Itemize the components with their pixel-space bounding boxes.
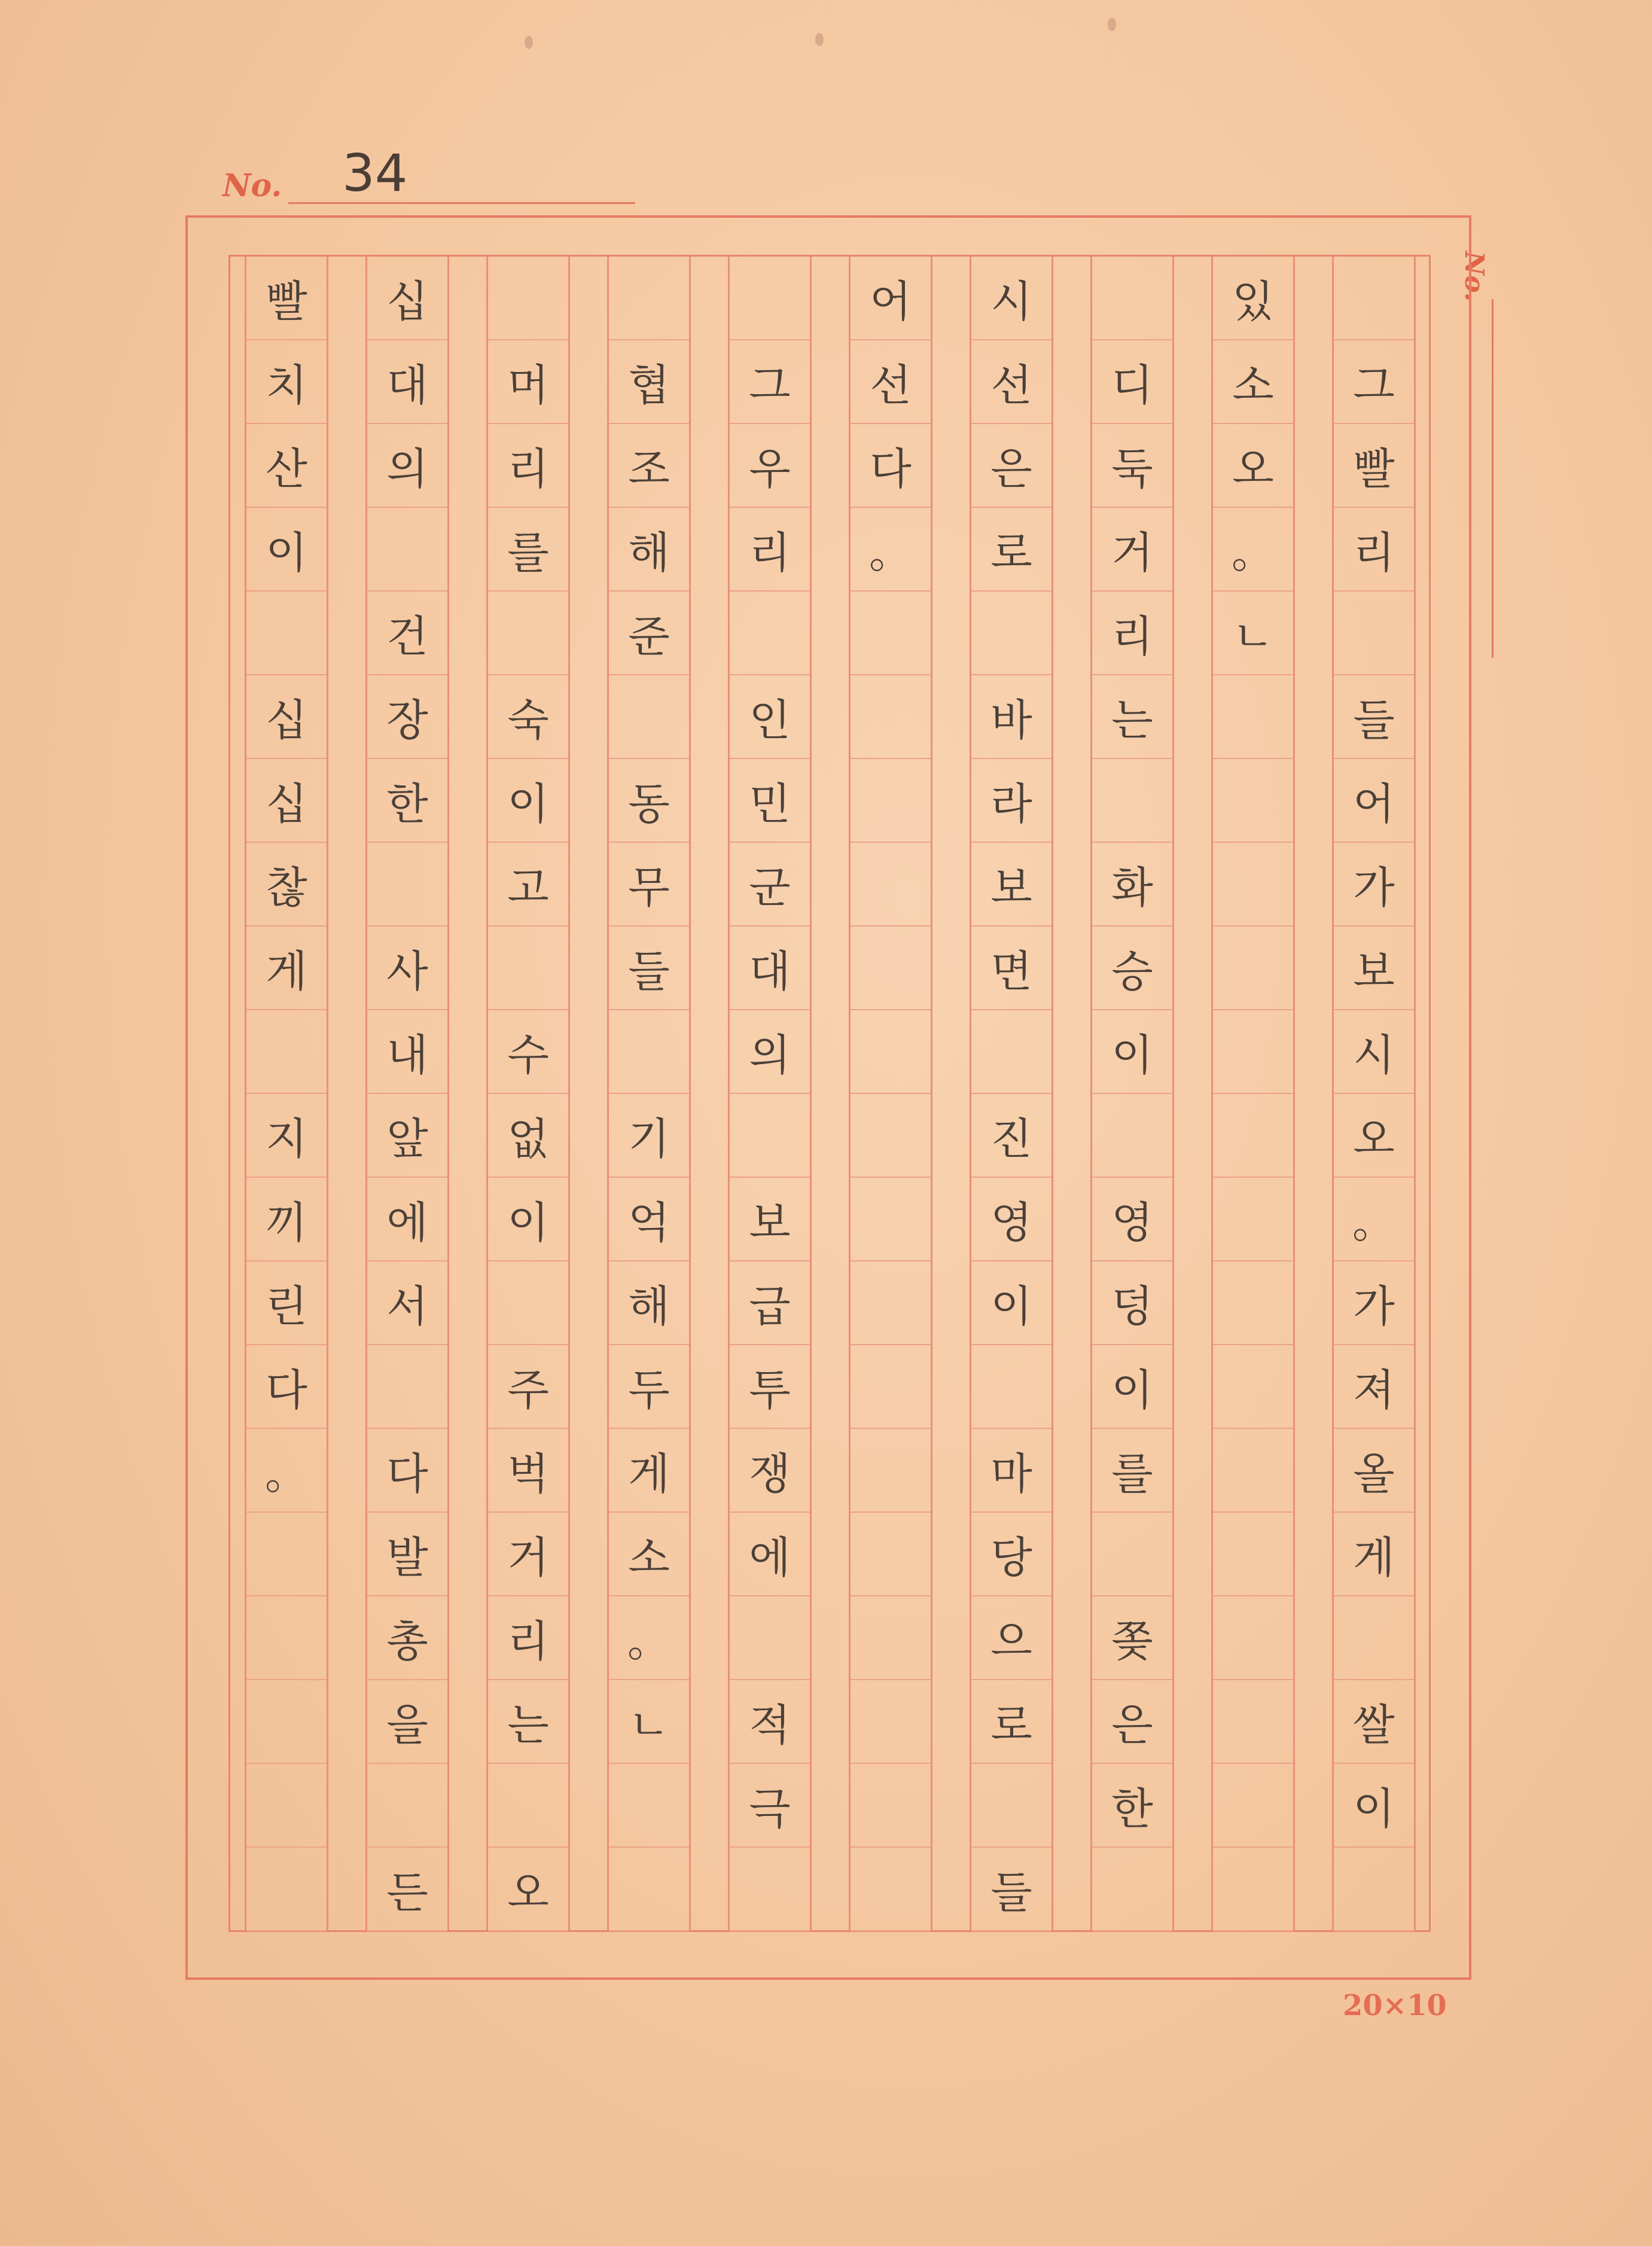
grid-cell (609, 257, 689, 340)
grid-cell: 는 (1092, 675, 1172, 759)
grid-column (849, 257, 932, 1930)
grid-cell (971, 1345, 1051, 1429)
grid-cell (609, 1848, 689, 1931)
grid-cell: 소 (1213, 340, 1293, 424)
grid-cell: 건 (367, 592, 447, 675)
grid-cell (488, 257, 568, 340)
grid-cell (851, 1764, 931, 1848)
grid-cell: 군 (730, 843, 810, 927)
grid-cell: 빨 (1334, 424, 1414, 508)
grid-cell: 보 (730, 1178, 810, 1261)
grid-cell (730, 1094, 810, 1178)
grid-cell: 가 (1334, 843, 1414, 927)
grid-cell (851, 1513, 931, 1596)
pin-mark (525, 36, 533, 49)
grid-cell: 이 (971, 1261, 1051, 1345)
grid-cell: ㄴ (1213, 592, 1293, 675)
grid-cell (1334, 257, 1414, 340)
grid-cell (1213, 1429, 1293, 1513)
grid-cell: 이 (1334, 1764, 1414, 1848)
grid-cell: 거 (488, 1513, 568, 1596)
grid-cell (488, 1261, 568, 1345)
grid-cell (851, 1429, 931, 1513)
grid-cell (246, 1680, 327, 1764)
grid-cell: 다 (367, 1429, 447, 1513)
grid-cell: 가 (1334, 1261, 1414, 1345)
grid-cell (1213, 1345, 1293, 1429)
grid-cell: 시 (971, 257, 1051, 340)
grid-cell: 를 (488, 508, 568, 592)
grid-cell (971, 1764, 1051, 1848)
grid-cell: 그 (1334, 340, 1414, 424)
grid-cell: 는 (488, 1680, 568, 1764)
grid-cell: 사 (367, 927, 447, 1010)
grid-cell: 시 (1334, 1010, 1414, 1094)
grid-cell: 보 (971, 843, 1051, 927)
grid-cell (851, 675, 931, 759)
grid-cell: 끼 (246, 1178, 327, 1261)
page-number-underline (288, 202, 635, 204)
grid-cell (609, 1010, 689, 1094)
grid-cell: 둑 (1092, 424, 1172, 508)
grid-cell (246, 1010, 327, 1094)
grid-cell: 라 (971, 759, 1051, 843)
grid-cell (730, 1848, 810, 1931)
grid-cell: 들 (1334, 675, 1414, 759)
grid-cell (851, 843, 931, 927)
grid-cell: 。 (1334, 1178, 1414, 1261)
grid-cell (851, 759, 931, 843)
grid-cell: 든 (367, 1848, 447, 1931)
side-number-field (1459, 227, 1531, 437)
grid-cell (1092, 759, 1172, 843)
grid-cell: 두 (609, 1345, 689, 1429)
grid-cell: 준 (609, 592, 689, 675)
grid-cell: 은 (1092, 1680, 1172, 1764)
grid-cell: 로 (971, 508, 1051, 592)
grid-cell (851, 1261, 931, 1345)
grid-cell (1334, 592, 1414, 675)
grid-cell (488, 927, 568, 1010)
grid-cell: 빨 (246, 257, 327, 340)
grid-cell: 져 (1334, 1345, 1414, 1429)
grid-cell: 총 (367, 1596, 447, 1680)
grid-cell (1213, 1680, 1293, 1764)
grid-cell: 게 (609, 1429, 689, 1513)
grid-cell (1213, 1513, 1293, 1596)
grid-cell: ㄴ (609, 1680, 689, 1764)
grid-cell (851, 1345, 931, 1429)
grid-cell: 을 (367, 1680, 447, 1764)
grid-cell: 숙 (488, 675, 568, 759)
grid-column (607, 257, 691, 1930)
grid-cell: 올 (1334, 1429, 1414, 1513)
grid-cell (1092, 1094, 1172, 1178)
grid-cell: 이 (488, 1178, 568, 1261)
grid-cell: 발 (367, 1513, 447, 1596)
manuscript-sheet (185, 215, 1471, 1980)
grid-cell (609, 675, 689, 759)
grid-cell: 바 (971, 675, 1051, 759)
grid-cell (246, 1596, 327, 1680)
grid-cell: 주 (488, 1345, 568, 1429)
grid-cell (851, 592, 931, 675)
grid-cell: 리 (488, 1596, 568, 1680)
grid-cell: 디 (1092, 340, 1172, 424)
grid-cell (730, 592, 810, 675)
grid-cell: 우 (730, 424, 810, 508)
grid-cell (488, 1764, 568, 1848)
grid-cell: 덩 (1092, 1261, 1172, 1345)
grid-column (1211, 257, 1295, 1930)
grid-cell: 。 (1213, 508, 1293, 592)
pin-mark (815, 33, 824, 46)
pin-mark (1108, 18, 1116, 31)
grid-cell (730, 257, 810, 340)
grid-cell: 협 (609, 340, 689, 424)
grid-cell: 이 (1092, 1010, 1172, 1094)
grid-cell: 기 (609, 1094, 689, 1178)
grid-cell: 지 (246, 1094, 327, 1178)
grid-cell (1213, 1010, 1293, 1094)
grid-cell: 해 (609, 508, 689, 592)
manuscript-grid (230, 257, 1429, 1930)
grid-cell: 억 (609, 1178, 689, 1261)
grid-cell: 벅 (488, 1429, 568, 1513)
grid-cell: 오 (1334, 1094, 1414, 1178)
grid-cell: 적 (730, 1680, 810, 1764)
grid-column (728, 257, 812, 1930)
grid-cell (1213, 1764, 1293, 1848)
grid-cell: 투 (730, 1345, 810, 1429)
grid-cell (367, 1764, 447, 1848)
grid-cell (1213, 1178, 1293, 1261)
grid-cell: 없 (488, 1094, 568, 1178)
grid-cell: 급 (730, 1261, 810, 1345)
grid-cell (1092, 257, 1172, 340)
grid-cell: 리 (488, 424, 568, 508)
grid-cell: 에 (367, 1178, 447, 1261)
grid-cell (246, 1848, 327, 1931)
grid-cell: 극 (730, 1764, 810, 1848)
grid-cell: 。 (246, 1429, 327, 1513)
grid-cell: 게 (246, 927, 327, 1010)
manuscript-grid-frame (228, 255, 1431, 1932)
page-number-label: No. (222, 167, 282, 204)
grid-cell: 한 (1092, 1764, 1172, 1848)
grid-cell: 있 (1213, 257, 1293, 340)
grid-cell: 소 (609, 1513, 689, 1596)
grid-cell: 선 (971, 340, 1051, 424)
grid-cell (730, 1596, 810, 1680)
grid-column (1090, 257, 1174, 1930)
grid-cell: 십 (246, 675, 327, 759)
grid-cell: 십 (367, 257, 447, 340)
grid-cell (1213, 843, 1293, 927)
grid-cell (1213, 1261, 1293, 1345)
grid-cell: 의 (730, 1010, 810, 1094)
grid-cell: 들 (609, 927, 689, 1010)
grid-cell: 오 (488, 1848, 568, 1931)
grid-cell: 오 (1213, 424, 1293, 508)
grid-cell: 거 (1092, 508, 1172, 592)
grid-cell: 조 (609, 424, 689, 508)
grid-cell (246, 1513, 327, 1596)
grid-cell: 쌀 (1334, 1680, 1414, 1764)
grid-cell: 진 (971, 1094, 1051, 1178)
grid-cell: 린 (246, 1261, 327, 1345)
grid-cell: 를 (1092, 1429, 1172, 1513)
grid-cell: 이 (488, 759, 568, 843)
grid-cell: 쫒 (1092, 1596, 1172, 1680)
grid-cell: 해 (609, 1261, 689, 1345)
grid-cell (1213, 927, 1293, 1010)
grid-column (486, 257, 570, 1930)
grid-cell (851, 1094, 931, 1178)
grid-cell (367, 508, 447, 592)
grid-cell (851, 1178, 931, 1261)
grid-cell: 으 (971, 1596, 1051, 1680)
grid-cell: 앞 (367, 1094, 447, 1178)
grid-cell: 면 (971, 927, 1051, 1010)
grid-column (365, 257, 449, 1930)
grid-cell: 선 (851, 340, 931, 424)
grid-cell: 고 (488, 843, 568, 927)
grid-cell (1092, 1848, 1172, 1931)
page-number-value: 34 (342, 144, 408, 203)
grid-cell (1213, 1848, 1293, 1931)
grid-cell: 리 (1334, 508, 1414, 592)
grid-cell (851, 1010, 931, 1094)
grid-cell (851, 1680, 931, 1764)
grid-cell: 보 (1334, 927, 1414, 1010)
grid-cell: 게 (1334, 1513, 1414, 1596)
grid-cell: 리 (1092, 592, 1172, 675)
grid-cell: 대 (730, 927, 810, 1010)
grid-cell: 은 (971, 424, 1051, 508)
grid-cell: 이 (246, 508, 327, 592)
grid-cell: 로 (971, 1680, 1051, 1764)
grid-cell: 당 (971, 1513, 1051, 1596)
grid-cell: 그 (730, 340, 810, 424)
side-number-label: No. (1459, 251, 1489, 302)
grid-cell: 대 (367, 340, 447, 424)
grid-cell: 무 (609, 843, 689, 927)
grid-cell: 의 (367, 424, 447, 508)
grid-cell: 십 (246, 759, 327, 843)
grid-cell (1334, 1848, 1414, 1931)
grid-cell (971, 592, 1051, 675)
grid-cell: 어 (851, 257, 931, 340)
grid-cell (246, 1764, 327, 1848)
grid-cell (851, 927, 931, 1010)
grid-cell: 。 (851, 508, 931, 592)
grid-cell: 찮 (246, 843, 327, 927)
grid-cell (1213, 1596, 1293, 1680)
grid-cell: 승 (1092, 927, 1172, 1010)
grid-cell: 어 (1334, 759, 1414, 843)
grid-cell: 리 (730, 508, 810, 592)
grid-cell (367, 843, 447, 927)
grid-cell (246, 592, 327, 675)
grid-cell (851, 1596, 931, 1680)
grid-cell: 다 (851, 424, 931, 508)
grid-cell (1334, 1596, 1414, 1680)
grid-column (245, 257, 328, 1930)
grid-cell: 산 (246, 424, 327, 508)
grid-cell: 머 (488, 340, 568, 424)
grid-cell (851, 1848, 931, 1931)
grid-column (970, 257, 1053, 1930)
grid-cell (1213, 759, 1293, 843)
grid-cell: 다 (246, 1345, 327, 1429)
grid-cell: 쟁 (730, 1429, 810, 1513)
grid-cell: 민 (730, 759, 810, 843)
grid-cell: 들 (971, 1848, 1051, 1931)
grid-cell: 수 (488, 1010, 568, 1094)
grid-cell: 영 (971, 1178, 1051, 1261)
grid-cell: 이 (1092, 1345, 1172, 1429)
grid-size-label: 20×10 (1343, 1989, 1447, 2022)
grid-cell: 인 (730, 675, 810, 759)
grid-cell (1213, 675, 1293, 759)
grid-cell: 치 (246, 340, 327, 424)
grid-cell: 동 (609, 759, 689, 843)
grid-cell: 。 (609, 1596, 689, 1680)
grid-cell (609, 1764, 689, 1848)
grid-cell: 내 (367, 1010, 447, 1094)
grid-cell (488, 592, 568, 675)
grid-column (1332, 257, 1416, 1930)
grid-cell: 화 (1092, 843, 1172, 927)
side-number-line (1492, 299, 1493, 658)
grid-cell: 마 (971, 1429, 1051, 1513)
grid-cell (971, 1010, 1051, 1094)
grid-cell (1092, 1513, 1172, 1596)
grid-cell (1213, 1094, 1293, 1178)
grid-cell: 영 (1092, 1178, 1172, 1261)
grid-cell: 에 (730, 1513, 810, 1596)
grid-cell: 한 (367, 759, 447, 843)
grid-cell (367, 1345, 447, 1429)
grid-cell: 서 (367, 1261, 447, 1345)
grid-cell: 장 (367, 675, 447, 759)
